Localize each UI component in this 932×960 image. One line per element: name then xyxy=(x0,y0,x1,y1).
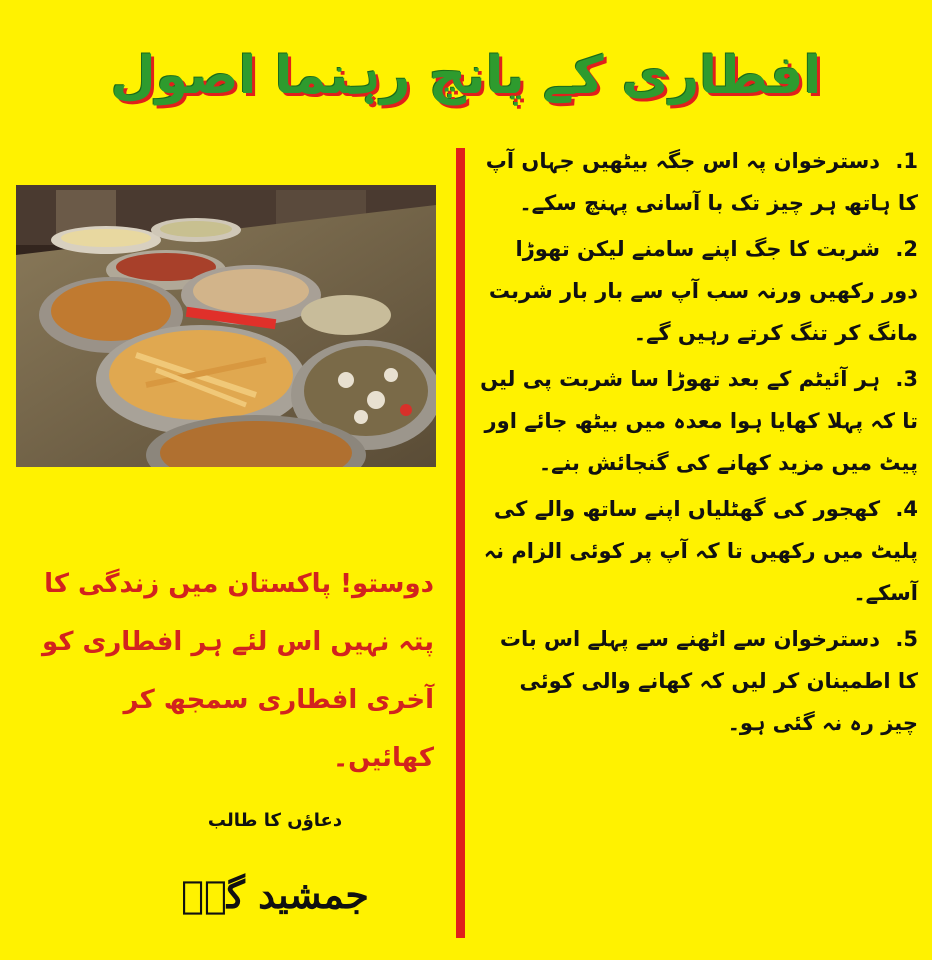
rule-item xyxy=(478,488,918,614)
author-signature: جمشید گلؔ xyxy=(181,872,369,917)
rule-number: 5. xyxy=(895,627,918,651)
rule-text: کھجور کی گھٹلیاں اپنے ساتھ والے کی پلیٹ میں رکھیں تا کہ آپ پر کوئی الزام نہ آسکے۔ xyxy=(483,497,918,605)
food-buffet-illustration xyxy=(16,185,436,467)
rule-item xyxy=(478,618,918,744)
rule-item xyxy=(478,358,918,484)
signoff-text: دعاؤں کا طالب xyxy=(207,810,343,831)
food-buffet-photo xyxy=(16,185,436,467)
rule-number: 3. xyxy=(895,367,918,391)
rule-number: 2. xyxy=(895,237,918,261)
rule-text: دسترخوان سے اٹھنے سے پہلے اس بات کا اطمینان کر لیں کہ کھانے والی کوئی چیز رہ نہ گئی ہو۔ xyxy=(499,627,918,735)
rule-text: ہر آئیٹم کے بعد تھوڑا سا شربت پی لیں تا کہ پہلا کھایا ہوا معدہ میں بیٹھ جائے اور پیٹ میں مزید کھانے کی گنجائش بنے۔ xyxy=(480,367,918,475)
friends-message: دوستو! پاکستان میں زندگی کا پتہ نہیں اس لئے ہر افطاری کو آخری افطاری سمجھ کر کھائیں۔ xyxy=(42,569,434,773)
rules-list xyxy=(478,140,918,748)
rule-number: 4. xyxy=(895,497,918,521)
rule-text: شربت کا جگ اپنے سامنے لیکن تھوڑا دور رکھیں ورنہ سب آپ سے بار بار شربت مانگ کر تنگ کرتے رہیں گے۔ xyxy=(488,237,918,345)
red-divider xyxy=(456,148,465,938)
rule-text: دسترخوان پہ اس جگہ بیٹھیں جہاں آپ کا ہاتھ ہر چیز تک با آسانی پہنچ سکے۔ xyxy=(485,149,918,215)
rule-item xyxy=(478,228,918,354)
rule-number: 1. xyxy=(895,149,918,173)
rule-item xyxy=(478,140,918,224)
poster-title: افطاری کے پانچ رہنما اصول xyxy=(110,46,822,106)
